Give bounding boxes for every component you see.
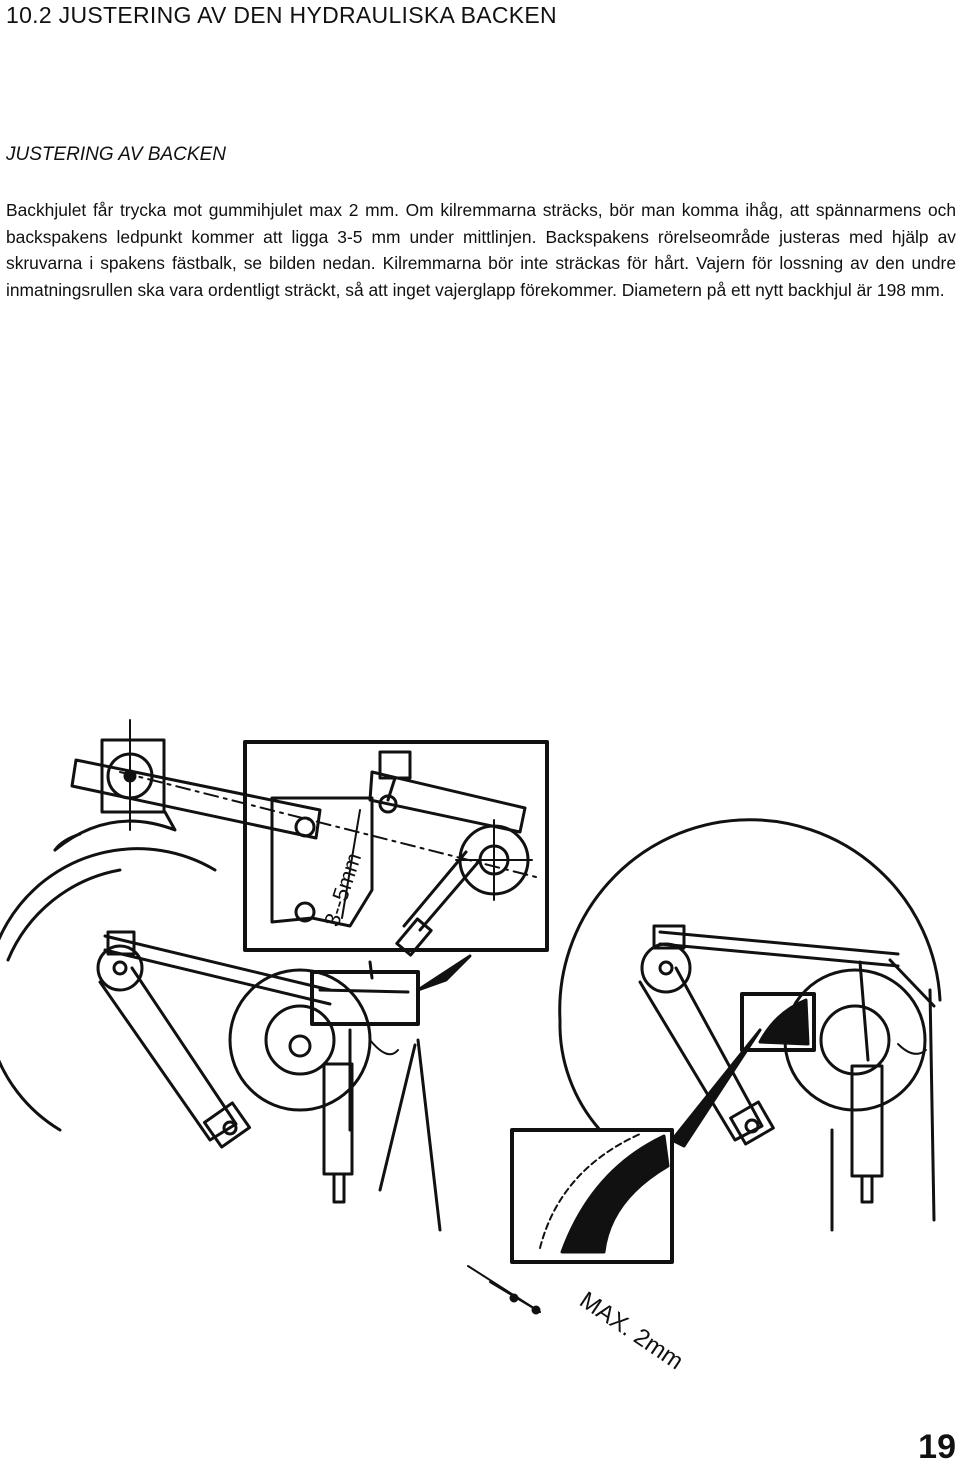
section-heading: 10.2 JUSTERING AV DEN HYDRAULISKA BACKEN xyxy=(6,2,557,28)
body-paragraph: Backhjulet får trycka mot gummihjulet max 2 mm. Om kilremmarna sträcks, bör man komma ihåg, att spännarmens och backspakens ledpunkt kommer att ligga 3-5 mm under mittlinjen. Backspakens rörelseområde justeras med hjälp av skruvarna i spakens fästbalk, se bilden nedan. Kilremmarna bör inte sträckas för hårt. Vajern för lossning av den undre inmatningsrullen ska vara ordentligt sträckt, så att inget vajerglapp förekommer. Diametern på ett nytt backhjul är 198 mm. xyxy=(6,200,956,300)
max-label: MAX. 2mm xyxy=(574,1286,689,1376)
section-subheading: JUSTERING AV BACKEN xyxy=(6,144,226,165)
offset-label: 3--5mm xyxy=(318,849,367,930)
page-number: 19 xyxy=(918,1428,956,1466)
detail-lever-bracket xyxy=(120,742,547,955)
detail-contact-max xyxy=(468,1130,688,1375)
left-machine-view xyxy=(0,849,470,1230)
upper-wheel-assembly xyxy=(55,720,320,850)
adjustment-diagram xyxy=(0,700,960,1380)
